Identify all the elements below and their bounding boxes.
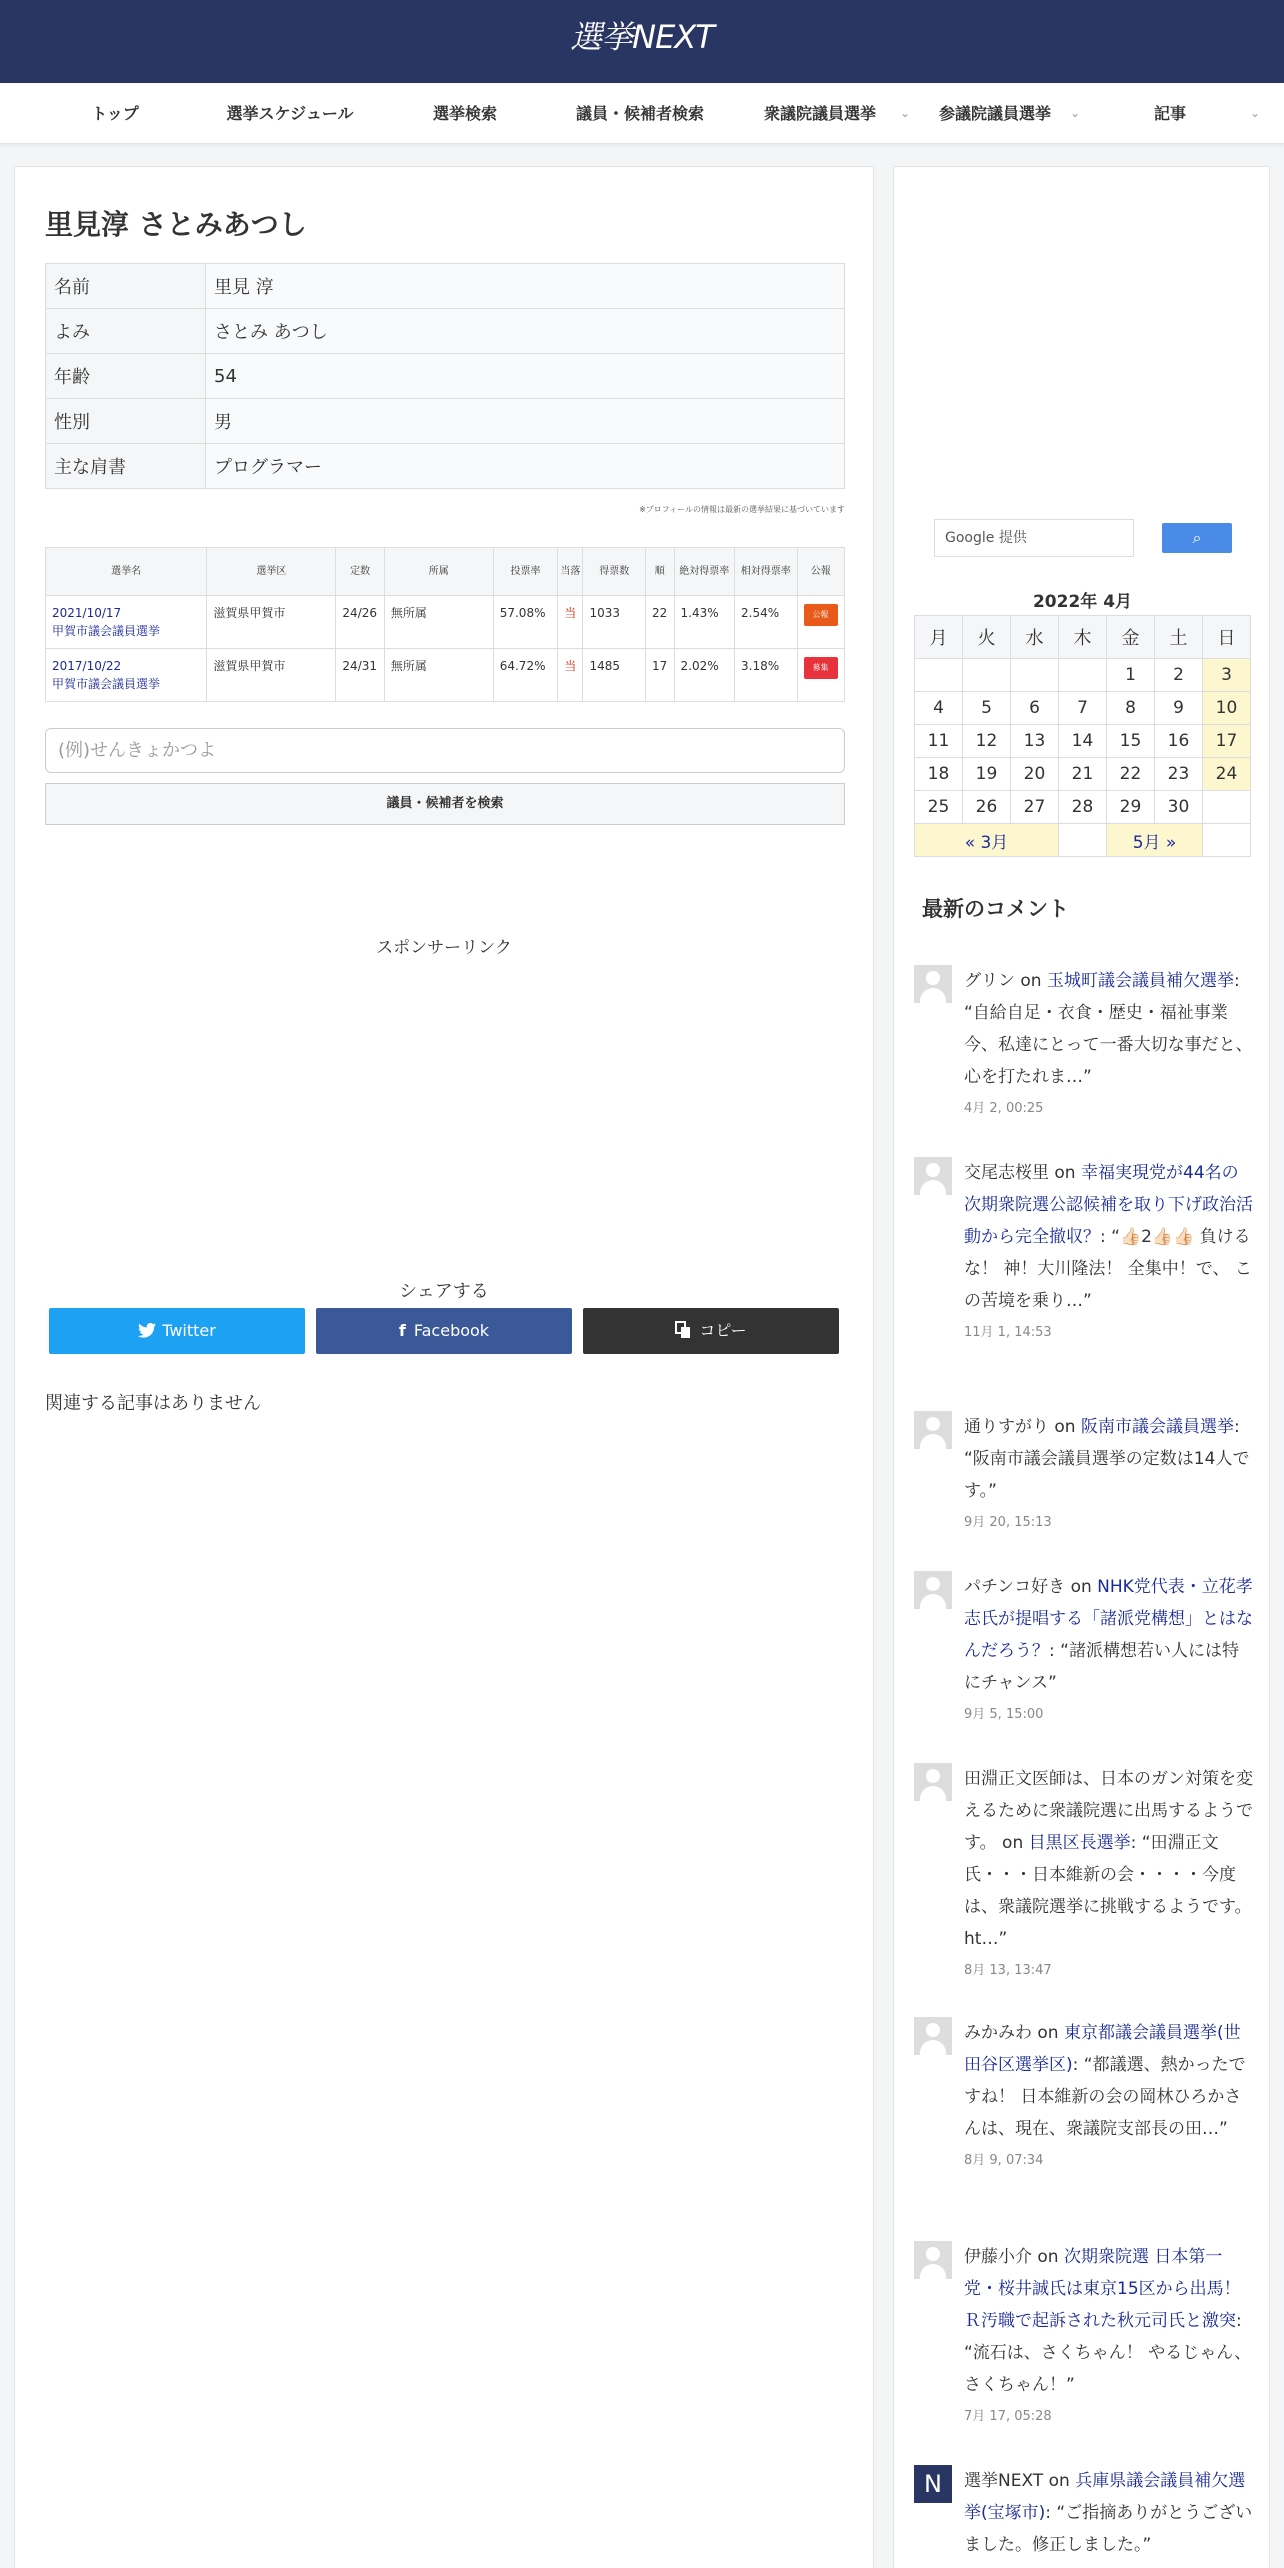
facebook-share-button[interactable] [316,1308,572,1354]
google-search-input[interactable] [934,519,1134,557]
rank-cell: 22 [645,596,674,649]
calendar-day [1059,659,1107,692]
calendar-day: 6 [1011,692,1059,725]
comment-excerpt: : “自給自足・衣食・歴史・福祉事業 今、私達にとって一番大切な事だと、 心を打たれま…” [964,971,1253,1087]
calendar-day: 28 [1059,791,1107,824]
calendar [914,615,1251,857]
profile-key: 性別 [46,399,206,444]
calendar-day: 9 [1155,692,1203,725]
relative-rate-cell: 2.54% [735,596,798,649]
calendar-day [1203,791,1251,824]
recent-comments-title: 最新のコメント [922,897,1069,921]
nav-item-articles[interactable] [1080,83,1260,144]
google-search-button[interactable] [1162,523,1232,553]
bulletin-badge[interactable]: 募集 [804,657,838,679]
profile-value: さとみ あつし [206,309,845,354]
result-cell: 当 [558,596,583,649]
comment-post-link[interactable]: 玉城町議会議員補欠選挙 [1047,971,1234,991]
calendar-day: 4 [915,692,963,725]
nav-item-label: 選挙スケジュール [226,104,354,123]
column-header: 絶対得票率 [674,548,735,596]
comment-author: 交尾志桜里 [964,1163,1049,1183]
chevron-down-icon: ⌄ [1069,106,1080,120]
avatar [914,1763,952,1801]
calendar-day [1011,659,1059,692]
calendar-day: 2 [1155,659,1203,692]
global-nav [0,83,1284,144]
site-logo-avatar: N [914,2465,952,2503]
comment-on: on [1048,2471,1070,2491]
party-cell: 無所属 [384,596,493,649]
calendar-day: 8 [1107,692,1155,725]
calendar-day-header: 日 [1203,616,1251,659]
column-header: 当落 [558,548,583,596]
district-cell: 滋賀県甲賀市 [207,649,336,702]
column-header: 定数 [336,548,384,596]
site-logo[interactable]: 選挙NEXT [570,18,714,56]
calendar-day: 1 [1107,659,1155,692]
comment-post-link[interactable]: 東京都議会議員選挙(世田谷区選挙区) [964,2023,1241,2075]
candidate-search-button[interactable]: 議員・候補者を検索 [45,783,845,825]
result-cell: 当 [558,649,583,702]
profile-row [46,399,845,444]
comment-excerpt: : “諸派構想若い人には特にチャンス” [964,1641,1239,1693]
calendar-day: 17 [1203,725,1251,758]
avatar [914,1571,952,1609]
calendar-day: 10 [1203,692,1251,725]
comment-author: パチンコ好き [964,1577,1066,1597]
calendar-day-header: 土 [1155,616,1203,659]
comment-date: 8月 13, 13:47 [964,1963,1052,1978]
calendar-day [963,659,1011,692]
votes-cell: 1485 [583,649,646,702]
calendar-day: 23 [1155,758,1203,791]
calendar-day-header: 木 [1059,616,1107,659]
nav-item-label: 衆議院議員選挙 [763,104,876,123]
comment-on: on [1037,2247,1059,2267]
comment-author: みかみわ [964,2023,1032,2043]
column-header: 投票率 [493,548,558,596]
avatar [914,2241,952,2279]
election-name-cell [46,596,207,649]
main-content [14,166,874,2568]
comment-author: 伊藤小介 [964,2247,1032,2267]
comment-on: on [1020,971,1042,991]
calendar-day: 25 [915,791,963,824]
avatar [914,1411,952,1449]
twitter-label: Twitter [162,1321,216,1340]
column-header: 所属 [384,548,493,596]
calendar-day [915,659,963,692]
calendar-day: 12 [963,725,1011,758]
profile-row [46,354,845,399]
calendar-week [915,692,1251,725]
calendar-prev-link[interactable]: « 3月 [915,824,1059,857]
calendar-week [915,758,1251,791]
election-name-link[interactable]: 甲賀市議会議員選挙 [52,624,161,638]
calendar-day: 15 [1107,725,1155,758]
calendar-day: 7 [1059,692,1107,725]
avatar [914,965,952,1003]
calendar-day: 19 [963,758,1011,791]
calendar-day: 26 [963,791,1011,824]
turnout-cell: 57.08% [493,596,558,649]
calendar-week [915,659,1251,692]
comment-on: on [1054,1417,1076,1437]
nav-item-label: 議員・候補者検索 [575,104,704,123]
profile-row [46,309,845,354]
profile-note: ※プロフィールの情報は最新の選挙結果に基づいています [639,505,845,514]
calendar-day: 11 [915,725,963,758]
calendar-day: 22 [1107,758,1155,791]
avatar [914,2017,952,2055]
calendar-day: 13 [1011,725,1059,758]
comment-post-link[interactable]: 次期衆院選 日本第一党・桜井誠氏は東京15区から出馬！Ｒ汚職で起訴された秋元司氏と激突 [964,2247,1241,2331]
comment-on: on [1070,1577,1092,1597]
calendar-day-header: 月 [915,616,963,659]
comment-post-link[interactable]: 目黒区長選挙 [1028,1833,1131,1853]
calendar-week [915,791,1251,824]
share-title: シェアする [399,1281,489,1302]
comment-author: 選挙NEXT [964,2471,1044,2491]
comment-post-link[interactable]: NHK党代表・立花孝志氏が提唱する「諸派党構想」とはなんだろう？ [964,1577,1253,1661]
seats-cell: 24/31 [336,649,384,702]
candidate-search-input[interactable] [45,728,845,773]
comment-on: on [1054,1163,1076,1183]
comment-excerpt: : “流石は、さくちゃん！ やるじゃん、さくちゃん！” [964,2311,1252,2395]
calendar-day: 3 [1203,659,1251,692]
calendar-day: 27 [1011,791,1059,824]
comment-date: 9月 20, 15:13 [964,1515,1052,1530]
twitter-share-button[interactable] [49,1308,305,1354]
nav-item-candidate-search[interactable] [550,83,730,144]
comment-date: 9月 5, 15:00 [964,1707,1044,1722]
facebook-label: Facebook [413,1321,490,1340]
sidebar [893,166,1270,2568]
comment-excerpt: : “田淵正文氏・・・日本維新の会・・・・今度は、衆議院選挙に挑戦するようです。 ht…” [964,1833,1252,1949]
comment-excerpt: : “阪南市議会議員選挙の定数は14人です。” [964,1417,1250,1501]
profile-value: 里見 淳 [206,264,845,309]
calendar-nav-row [915,824,1251,857]
profile-key: 年齢 [46,354,206,399]
profile-row [46,264,845,309]
comment-excerpt: : “都議選、熱かったですね！ 日本維新の会の岡林ひろかさんは、現在、衆議院支部長の田…” [964,2055,1246,2139]
election-name-cell [46,649,207,702]
column-header: 順 [645,548,674,596]
results-header-row [46,548,845,596]
search-icon: ⌕ [1192,528,1202,547]
google-search-placeholder: Google 提供 [945,530,1027,546]
profile-value: 男 [206,399,845,444]
calendar-day: 16 [1155,725,1203,758]
nav-item-house-of-representatives[interactable] [730,83,910,144]
profile-key: 名前 [46,264,206,309]
page-title: 里見淳 さとみあつし [45,208,307,241]
bulletin-cell [797,596,844,649]
comment-post-link[interactable]: 兵庫県議会議員補欠選挙(宝塚市) [964,2471,1246,2523]
calendar-header-row [915,616,1251,659]
calendar-spacer [1059,824,1107,857]
nav-item-schedule[interactable] [200,83,380,144]
google-search [934,519,1232,557]
chevron-down-icon: ⌄ [1249,106,1260,120]
copy-label: コピー [699,1321,747,1340]
calendar-day: 18 [915,758,963,791]
comment-author: 通りすがり [964,1417,1049,1437]
rank-cell: 17 [645,649,674,702]
sponsor-label: スポンサーリンク [376,938,512,958]
comment-date: 11月 1, 14:53 [964,1325,1052,1340]
calendar-week [915,725,1251,758]
column-header: 公報 [797,548,844,596]
nav-item-house-of-councillors[interactable] [910,83,1080,144]
column-header: 選挙名 [46,548,207,596]
comment-date: 4月 2, 00:25 [964,1101,1044,1116]
comment-date: 8月 9, 07:34 [964,2153,1044,2168]
nav-item-top[interactable] [30,83,200,144]
district-cell: 滋賀県甲賀市 [207,596,336,649]
nav-item-label: 選挙検索 [432,104,497,123]
column-header: 得票数 [583,548,646,596]
comment-date: 7月 17, 05:28 [964,2409,1052,2424]
party-cell: 無所属 [384,649,493,702]
comment-excerpt: : “ご指摘ありがとうございました。修正しました。” [964,2503,1253,2555]
comment-author: グリン [964,971,1015,991]
profile-row [46,444,845,489]
absolute-rate-cell: 1.43% [674,596,735,649]
profile-value: プログラマー [206,444,845,489]
facebook-icon: f [398,1321,406,1340]
calendar-day: 29 [1107,791,1155,824]
comment-author: 田淵正文医師は、日本のガン対策を変えるために衆議院選に出馬するようです。 [964,1769,1253,1853]
nav-item-election-search[interactable] [380,83,550,144]
copy-button[interactable] [583,1308,839,1354]
calendar-day: 24 [1203,758,1251,791]
election-date-link[interactable]: 2021/10/17 [52,606,122,620]
calendar-spacer [1203,824,1251,857]
comment-post-link[interactable]: 幸福実現党が44名の次期衆院選公認候補を取り下げ政治活動から完全撤収？ [964,1163,1253,1247]
avatar [914,1157,952,1195]
absolute-rate-cell: 2.02% [674,649,735,702]
table-row [46,649,845,702]
calendar-day: 14 [1059,725,1107,758]
profile-key: よみ [46,309,206,354]
nav-item-label: トップ [91,104,139,123]
election-date-link[interactable]: 2017/10/22 [52,659,122,673]
nav-item-label: 参議院議員選挙 [938,104,1051,123]
calendar-day: 20 [1011,758,1059,791]
calendar-day-header: 水 [1011,616,1059,659]
election-results-table [45,547,845,702]
bulletin-badge[interactable]: 公報 [804,604,838,626]
twitter-icon [138,1323,156,1338]
calendar-day: 5 [963,692,1011,725]
comment-on: on [1002,1833,1024,1853]
bulletin-cell [797,649,844,702]
comment-post-link[interactable]: 阪南市議会議員選挙 [1081,1417,1234,1437]
copy-icon [675,1321,691,1339]
calendar-next-link[interactable]: 5月 » [1107,824,1203,857]
calendar-day-header: 金 [1107,616,1155,659]
comment-on: on [1037,2023,1059,2043]
calendar-title: 2022年 4月 [1032,592,1133,612]
site-header [0,0,1284,83]
nav-item-label: 記事 [1153,104,1186,123]
relative-rate-cell: 3.18% [735,649,798,702]
profile-table [45,263,845,489]
seats-cell: 24/26 [336,596,384,649]
profile-key: 主な肩書 [46,444,206,489]
calendar-day-header: 火 [963,616,1011,659]
column-header: 選挙区 [207,548,336,596]
votes-cell: 1033 [583,596,646,649]
turnout-cell: 64.72% [493,649,558,702]
comment-excerpt: : “👍🏻2👍🏻👍🏻 負けるな！ 神！大川隆法！ 全集中！で、 この苦境を乗り…” [964,1227,1252,1311]
election-name-link[interactable]: 甲賀市議会議員選挙 [52,677,161,691]
profile-value: 54 [206,354,845,399]
chevron-down-icon: ⌄ [899,106,910,120]
calendar-day: 21 [1059,758,1107,791]
related-articles-text: 関連する記事はありません [45,1393,261,1414]
column-header: 相対得票率 [735,548,798,596]
calendar-day: 30 [1155,791,1203,824]
table-row [46,596,845,649]
